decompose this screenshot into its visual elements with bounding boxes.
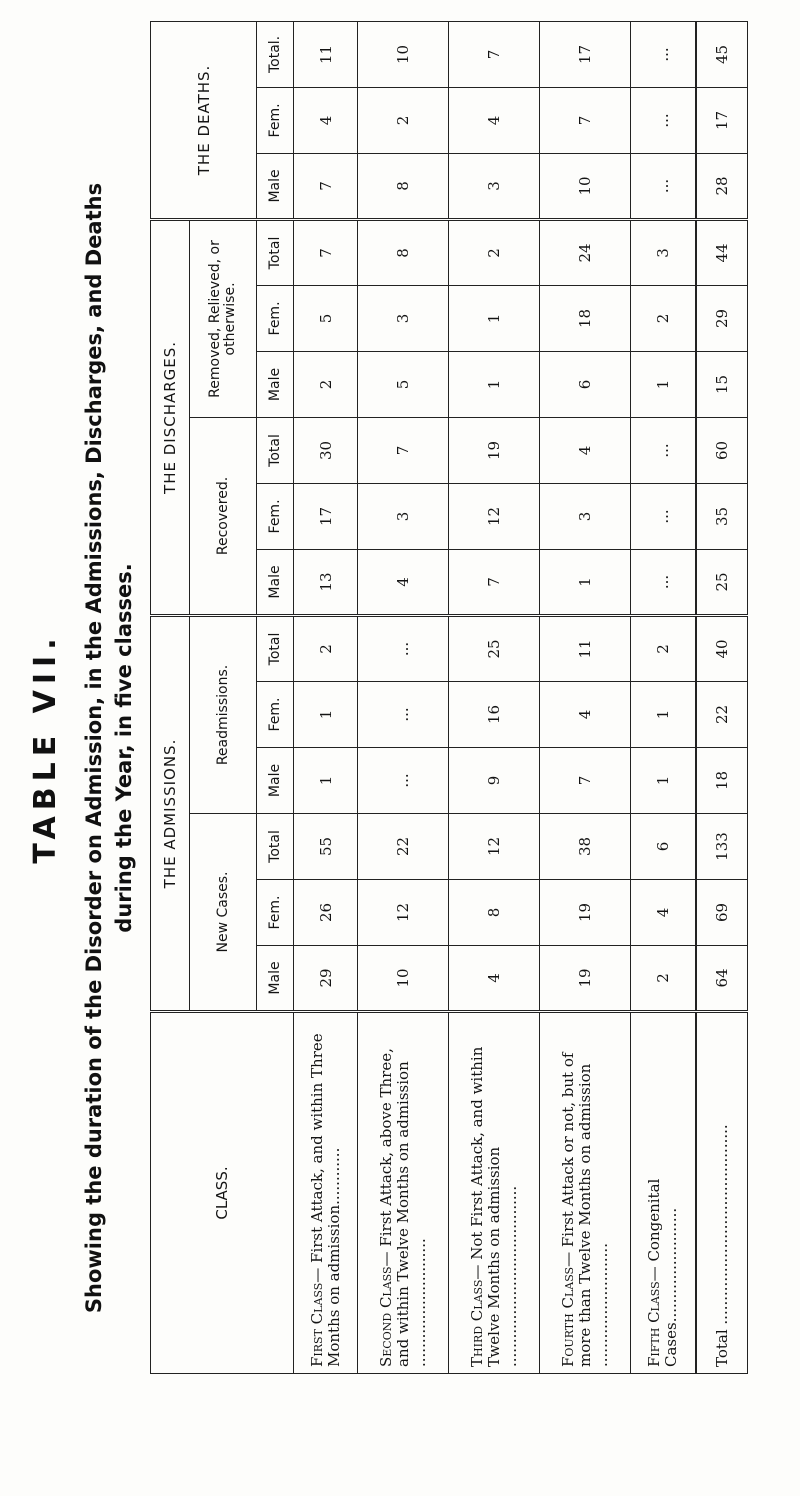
value-cell: 7 (294, 219, 358, 285)
value-cell: 30 (294, 417, 358, 483)
table-row (449, 21, 540, 1373)
class-cell (358, 1012, 449, 1374)
value-cell: 8 (449, 880, 540, 946)
value-cell: 4 (631, 880, 696, 946)
col-total: Total (257, 615, 294, 681)
value-cell: 8 (358, 219, 449, 285)
value-cell: 2 (449, 219, 540, 285)
value-cell: 55 (294, 814, 358, 880)
value-cell: 3 (631, 219, 696, 285)
table-subtitle-cont: during the Year, in five classes. (112, 563, 136, 933)
value-cell: 7 (358, 417, 449, 483)
value-cell: 1 (449, 351, 540, 417)
value-cell: 7 (540, 87, 631, 153)
col-male: Male (257, 351, 294, 417)
table-title: TABLE VII. (28, 632, 63, 864)
value-cell: 3 (358, 285, 449, 351)
value-cell: ... (631, 549, 696, 615)
value-cell: 22 (358, 814, 449, 880)
total-label: Total .......................................... (696, 1012, 748, 1374)
col-total: Total (257, 814, 294, 880)
value-cell: 4 (540, 417, 631, 483)
total-cell: 40 (696, 615, 748, 681)
value-cell: ... (631, 417, 696, 483)
table-row (631, 21, 696, 1373)
value-cell: 24 (540, 219, 631, 285)
value-cell: 6 (631, 814, 696, 880)
total-cell: 17 (696, 87, 748, 153)
col-fem: Fem. (257, 483, 294, 549)
value-cell: 7 (294, 153, 358, 219)
value-cell: 12 (449, 814, 540, 880)
value-cell: 3 (449, 153, 540, 219)
total-cell: 29 (696, 285, 748, 351)
value-cell: 19 (449, 417, 540, 483)
value-cell: 16 (449, 682, 540, 748)
value-cell: 4 (449, 946, 540, 1012)
col-male: Male (257, 748, 294, 814)
class-desc: — First Attack, and within Three Months on admission............ (307, 1033, 343, 1367)
value-cell: 19 (540, 946, 631, 1012)
value-cell: 4 (449, 87, 540, 153)
value-cell: 1 (449, 285, 540, 351)
col-total: Total. (257, 21, 294, 87)
class-cell (631, 1012, 696, 1374)
value-cell: ... (631, 153, 696, 219)
value-cell: 12 (449, 483, 540, 549)
value-cell: 2 (294, 351, 358, 417)
removed-header: Removed, Relieved, or otherwise. (190, 219, 257, 417)
value-cell: 12 (358, 880, 449, 946)
total-cell: 45 (696, 21, 748, 87)
value-cell: 17 (294, 483, 358, 549)
value-cell: 4 (540, 682, 631, 748)
class-desc: — Congenital Cases........................ (645, 1178, 681, 1367)
total-cell: 15 (696, 351, 748, 417)
value-cell: 13 (294, 549, 358, 615)
table-row (540, 21, 631, 1373)
deaths-header: THE DEATHS. (151, 21, 257, 219)
col-fem: Fem. (257, 880, 294, 946)
value-cell: 3 (358, 483, 449, 549)
value-cell: 7 (449, 549, 540, 615)
total-cell: 18 (696, 748, 748, 814)
col-male: Male (257, 549, 294, 615)
value-cell: 18 (540, 285, 631, 351)
col-fem: Fem. (257, 285, 294, 351)
class-name: Third Class (467, 1279, 486, 1367)
class-name: Second Class (376, 1266, 395, 1367)
class-desc: — First Attack or not, but of more than Twelve Months on admission .......................... (558, 1052, 611, 1367)
value-cell: ... (358, 682, 449, 748)
value-cell: 10 (358, 946, 449, 1012)
new-cases-header: New Cases. (190, 814, 257, 1012)
value-cell: 11 (294, 21, 358, 87)
value-cell: ... (631, 483, 696, 549)
value-cell: 1 (294, 682, 358, 748)
total-cell: 22 (696, 682, 748, 748)
value-cell: 1 (631, 682, 696, 748)
value-cell: 2 (631, 615, 696, 681)
value-cell: 29 (294, 946, 358, 1012)
readmissions-header: Readmissions. (190, 615, 257, 813)
value-cell: 25 (449, 615, 540, 681)
admissions-header: THE ADMISSIONS. (151, 615, 190, 1011)
value-cell: ... (358, 615, 449, 681)
value-cell: 4 (358, 549, 449, 615)
value-cell: 19 (540, 880, 631, 946)
col-total: Total (257, 417, 294, 483)
class-desc: — Not First Attack, and within Twelve Months on admission ...................................... (467, 1046, 520, 1367)
value-cell: 6 (540, 351, 631, 417)
value-cell: 26 (294, 880, 358, 946)
total-cell: 25 (696, 549, 748, 615)
total-row (696, 21, 748, 1373)
col-male: Male (257, 153, 294, 219)
value-cell: 1 (540, 549, 631, 615)
class-cell (449, 1012, 540, 1374)
value-cell: ... (358, 748, 449, 814)
col-fem: Fem. (257, 682, 294, 748)
total-cell: 28 (696, 153, 748, 219)
value-cell: 2 (631, 285, 696, 351)
table-subtitle: Showing the duration of the Disorder on Admission, in the Admissions, Discharges, and Deaths (82, 182, 106, 1314)
total-cell: 44 (696, 219, 748, 285)
class-header: CLASS. (151, 1012, 294, 1374)
statistics-table (150, 21, 748, 1374)
value-cell: 5 (294, 285, 358, 351)
value-cell: 3 (540, 483, 631, 549)
class-name: Fourth Class (558, 1266, 577, 1367)
value-cell: 8 (358, 153, 449, 219)
value-cell: ... (631, 21, 696, 87)
col-male: Male (257, 946, 294, 1012)
total-cell: 133 (696, 814, 748, 880)
value-cell: 2 (358, 87, 449, 153)
value-cell: 1 (294, 748, 358, 814)
value-cell: 9 (449, 748, 540, 814)
value-cell: 4 (294, 87, 358, 153)
value-cell: 2 (631, 946, 696, 1012)
total-cell: 60 (696, 417, 748, 483)
value-cell: ... (631, 87, 696, 153)
value-cell: 1 (631, 351, 696, 417)
total-cell: 35 (696, 483, 748, 549)
table-row (358, 21, 449, 1373)
class-cell (540, 1012, 631, 1374)
value-cell: 17 (540, 21, 631, 87)
col-total: Total (257, 219, 294, 285)
recovered-header: Recovered. (190, 417, 257, 615)
col-fem: Fem. (257, 87, 294, 153)
class-cell (294, 1012, 358, 1374)
value-cell: 5 (358, 351, 449, 417)
total-cell: 69 (696, 880, 748, 946)
total-cell: 64 (696, 946, 748, 1012)
value-cell: 7 (449, 21, 540, 87)
table-row (294, 21, 358, 1373)
class-name: Fifth Class (645, 1281, 664, 1367)
value-cell: 10 (358, 21, 449, 87)
value-cell: 2 (294, 615, 358, 681)
value-cell: 11 (540, 615, 631, 681)
class-desc: — First Attack, above Three, and within Twelve Months on admission ........................... (376, 1048, 429, 1367)
value-cell: 38 (540, 814, 631, 880)
discharges-header: THE DISCHARGES. (151, 219, 190, 615)
value-cell: 1 (631, 748, 696, 814)
value-cell: 7 (540, 748, 631, 814)
value-cell: 10 (540, 153, 631, 219)
class-name: First Class (307, 1282, 326, 1367)
